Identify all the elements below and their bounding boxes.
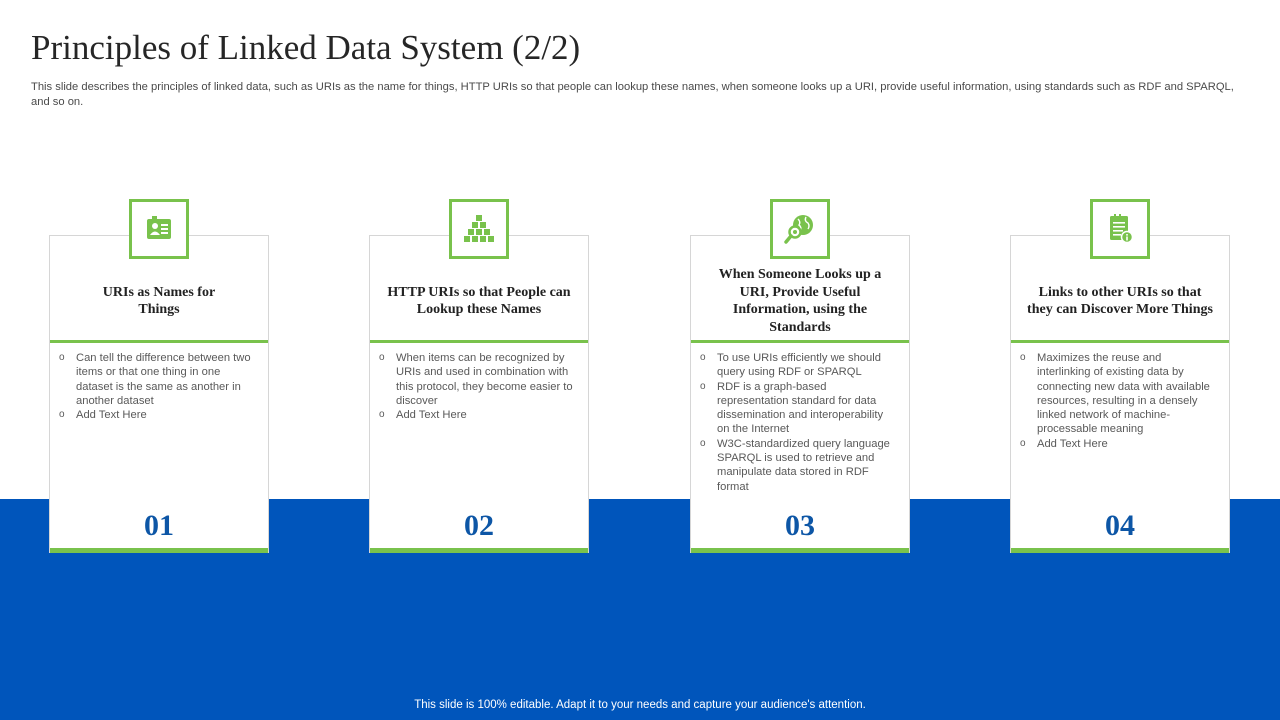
card-3-bullet-1: o To use URIs efficiently we should query using RDF or SPARQL — [717, 351, 897, 380]
principle-card-2 — [369, 235, 589, 553]
id-card-icon — [144, 216, 174, 242]
page-title: Principles of Linked Data System (2/2) — [31, 28, 581, 67]
card-3-heading: When Someone Looks up a URI, Provide Useful Information, using the Standards — [718, 267, 882, 335]
card-3-icon-frame — [770, 199, 830, 259]
card-3-bullet-2: o RDF is a graph-based representation standard for data dissemination and interoperability on the Internet — [717, 380, 897, 437]
card-1-icon-frame — [129, 199, 189, 259]
pyramid-blocks-icon — [463, 214, 495, 244]
card-1-bullet-2: o Add Text Here — [76, 408, 256, 422]
card-3-bullet-list — [691, 351, 909, 494]
card-4-bottom-bar — [1011, 548, 1229, 553]
page-subtitle: This slide describes the principles of linked data, such as URIs as the name for things, HTTP URIs so that people can lookup these names, when someone looks up a URI, provide useful information, using standards such as RDF and SPARQL, and so on. — [31, 81, 1234, 108]
card-1-bullet-list — [50, 351, 268, 422]
card-2-bullet-list — [370, 351, 588, 422]
card-1-divider — [50, 340, 268, 343]
card-4-bullet-1: o Maximizes the reuse and interlinking of existing data by connecting new data with available resources, resulting in a densely linked network of machine-processable meaning — [1037, 351, 1217, 437]
document-info-icon — [1106, 214, 1134, 244]
principle-card-3 — [690, 235, 910, 553]
card-1-bottom-bar — [50, 548, 268, 553]
card-2-bullet-2: o Add Text Here — [396, 408, 576, 422]
card-4-bullet-2: o Add Text Here — [1037, 437, 1217, 451]
card-1-heading: URIs as Names for Things — [102, 284, 216, 317]
card-3-number: 03 — [785, 509, 815, 542]
card-2-divider — [370, 340, 588, 343]
card-1-number: 01 — [144, 509, 174, 542]
card-4-bullet-list — [1011, 351, 1229, 451]
principle-card-1 — [49, 235, 269, 553]
card-2-number: 02 — [464, 509, 494, 542]
card-1-bullet-1: o Can tell the difference between two items or that one thing in one dataset is the same as another in another dataset — [76, 351, 256, 408]
globe-search-icon — [784, 213, 816, 245]
footer-note: This slide is 100% editable. Adapt it to your needs and capture your audience's attention. — [414, 699, 866, 711]
card-3-divider — [691, 340, 909, 343]
card-4-heading: Links to other URIs so that they can Discover More Things — [1027, 284, 1213, 317]
card-2-bullet-1: o When items can be recognized by URIs and used in combination with this protocol, they become easier to discover — [396, 351, 576, 408]
card-4-number: 04 — [1105, 509, 1135, 542]
card-2-heading: HTTP URIs so that People can Lookup these Names — [387, 284, 571, 317]
card-2-bottom-bar — [370, 548, 588, 553]
card-4-icon-frame — [1090, 199, 1150, 259]
card-3-bullet-3: o W3C-standardized query language SPARQL is used to retrieve and manipulate data stored in RDF format — [717, 437, 897, 494]
card-3-bottom-bar — [691, 548, 909, 553]
card-2-icon-frame — [449, 199, 509, 259]
card-4-divider — [1011, 340, 1229, 343]
principle-card-4 — [1010, 235, 1230, 553]
